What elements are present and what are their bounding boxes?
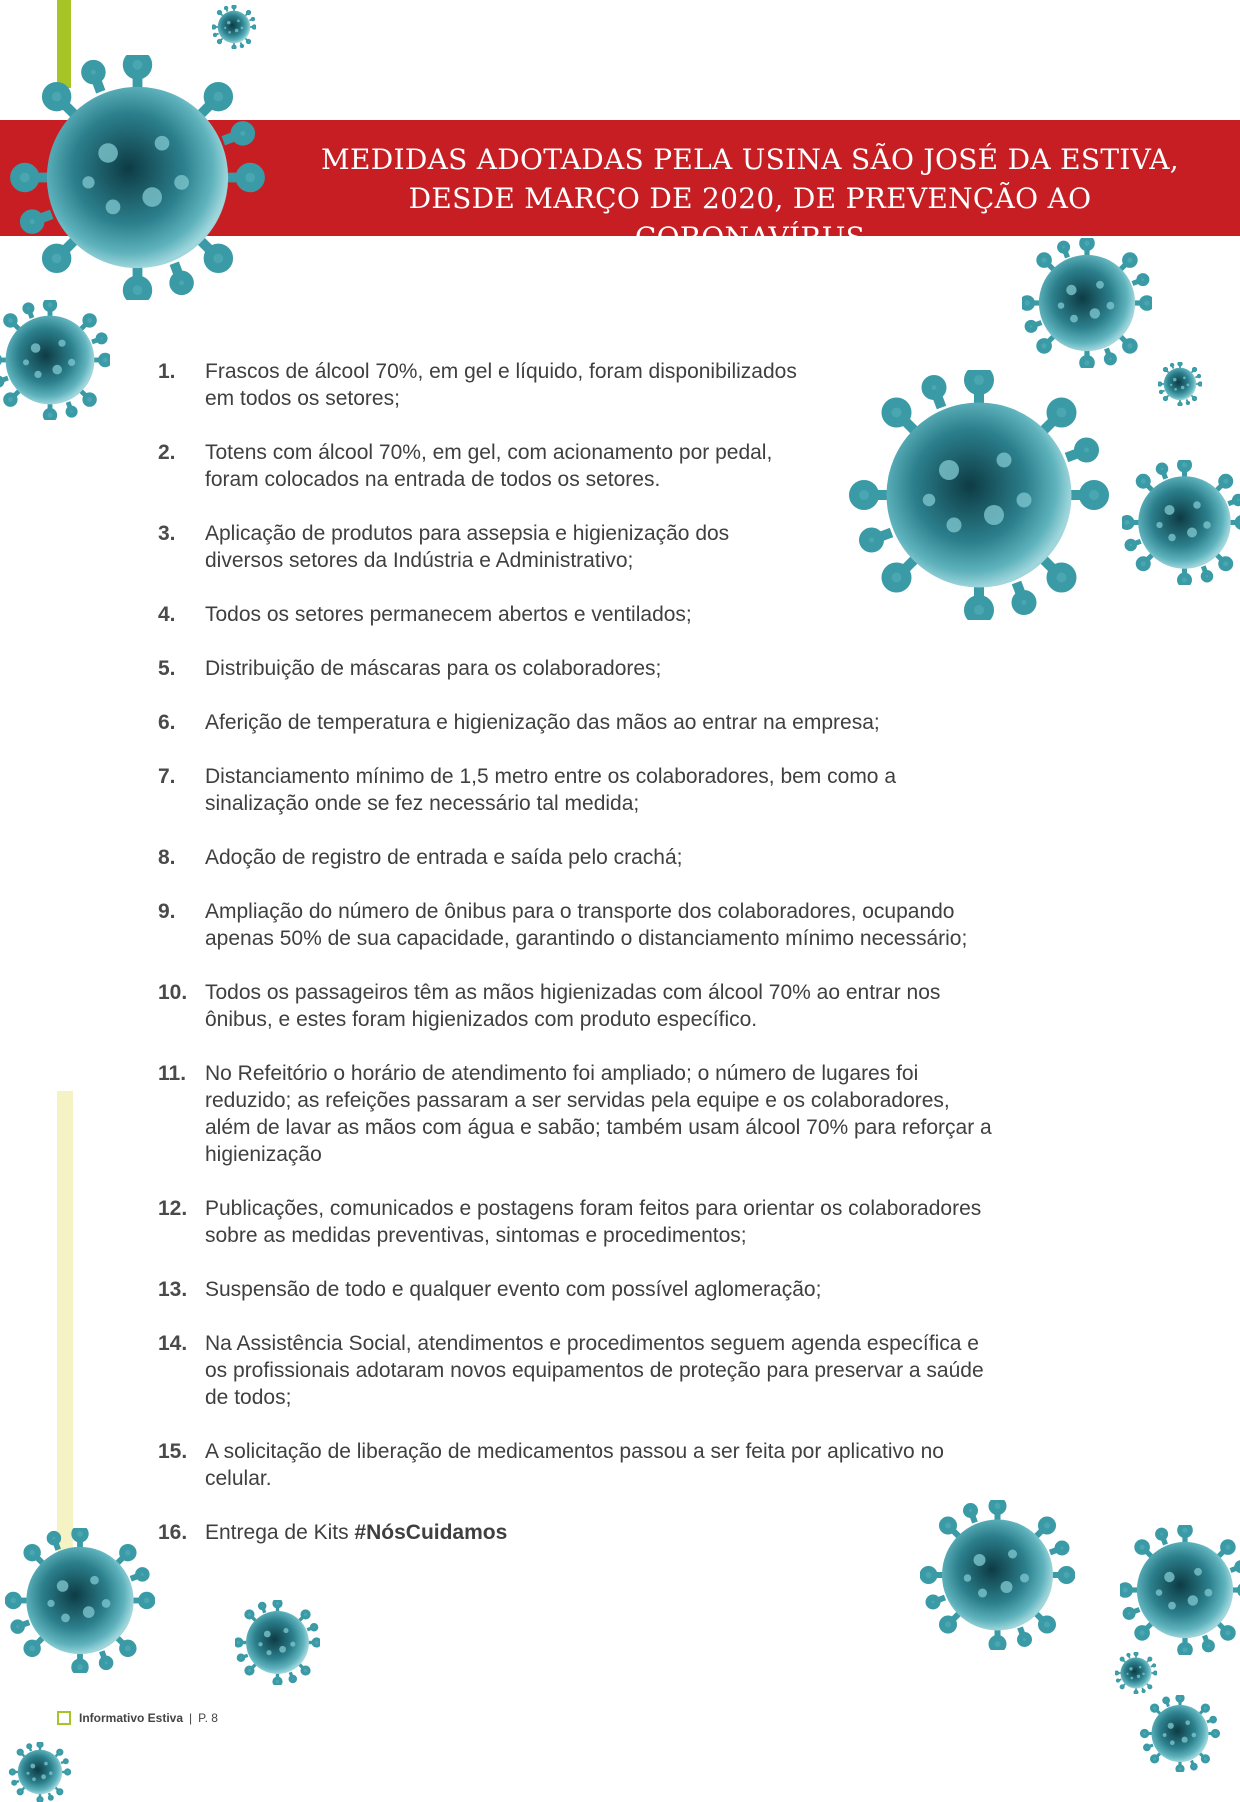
item-text: A solicitação de liberação de medicamentos passou a ser feita por aplicativo no (205, 1440, 944, 1463)
item-text: No Refeitório o horário de atendimento foi ampliado; o número de lugares foi (205, 1062, 919, 1085)
title-line-1: MEDIDAS ADOTADAS PELA USINA SÃO JOSÉ DA ESTIVA, (321, 143, 1179, 176)
list-item (158, 763, 1078, 817)
list-item (158, 1195, 1078, 1249)
item-number: 2. (158, 441, 176, 464)
item-text: diversos setores da Indústria e Administrativo; (205, 549, 634, 572)
list-item (158, 1330, 1078, 1411)
list-item (158, 1519, 1078, 1546)
item-text: sinalização onde se fez necessário tal medida; (205, 792, 640, 815)
item-text: Aplicação de produtos para assepsia e higienização dos (205, 522, 730, 545)
list-item (158, 844, 1078, 871)
item-number: 1. (158, 360, 176, 383)
item-text: Totens com álcool 70%, em gel, com acionamento por pedal, (205, 441, 773, 464)
item-number: 4. (158, 603, 176, 626)
coronavirus-icon (1122, 460, 1240, 585)
list-item (158, 1276, 1078, 1303)
item-text: além de lavar as mãos com água e sabão; também usam álcool 70% para reforçar a (205, 1116, 992, 1139)
item-number: 11. (158, 1062, 187, 1085)
item-number: 8. (158, 846, 176, 869)
coronavirus-icon (5, 1742, 75, 1802)
item-text: Distribuição de máscaras para os colaboradores; (205, 657, 662, 680)
list-item (158, 1060, 1078, 1168)
item-text: reduzido; as refeições passaram a ser servidas pela equipe e os colaboradores, (205, 1089, 950, 1112)
coronavirus-icon (212, 5, 256, 49)
item-text (205, 1519, 1078, 1546)
list-item (158, 358, 1078, 412)
list-item (158, 898, 1078, 952)
list-item (158, 1438, 1078, 1492)
item-text: ônibus, e estes foram higienizados com produto específico. (205, 1008, 758, 1031)
list-item (158, 439, 1078, 493)
page-number: P. 8 (198, 1711, 218, 1725)
item-text: sobre as medidas preventivas, sintomas e procedimentos; (205, 1224, 747, 1247)
item-number: 16. (158, 1521, 188, 1544)
item-text: apenas 50% de sua capacidade, garantindo o distanciamento mínimo necessário; (205, 927, 968, 950)
item-text-regular: Entrega de Kits (205, 1521, 355, 1544)
item-text: celular. (205, 1467, 272, 1490)
title-line-2: DESDE MARÇO DE 2020, DE PREVENÇÃO AO CORONAVÍRUS (408, 182, 1092, 254)
item-number: 10. (158, 981, 188, 1004)
accent-bar-yellow (57, 1091, 73, 1561)
item-text: de todos; (205, 1386, 292, 1409)
coronavirus-icon (5, 55, 270, 300)
coronavirus-icon (0, 300, 110, 420)
list-item (158, 709, 1078, 736)
item-number: 14. (158, 1332, 188, 1355)
item-number: 5. (158, 657, 176, 680)
item-number: 9. (158, 900, 176, 923)
item-number: 15. (158, 1440, 188, 1463)
item-text: Publicações, comunicados e postagens foram feitos para orientar os colaboradores (205, 1197, 982, 1220)
measures-list (158, 358, 1078, 1573)
item-text: Distanciamento mínimo de 1,5 metro entre os colaboradores, bem como a (205, 765, 897, 788)
item-text: Adoção de registro de entrada e saída pelo crachá; (205, 846, 683, 869)
coronavirus-icon (235, 1600, 320, 1685)
item-number: 6. (158, 711, 176, 734)
item-text: os profissionais adotaram novos equipamentos de proteção para preservar a saúde (205, 1359, 984, 1382)
item-number: 12. (158, 1197, 188, 1220)
hashtag: #NósCuidamos (354, 1521, 508, 1544)
item-text: Suspensão de todo e qualquer evento com possível aglomeração; (205, 1278, 822, 1301)
coronavirus-icon (1140, 1695, 1220, 1772)
list-item (158, 979, 1078, 1033)
item-number: 13. (158, 1278, 188, 1301)
item-text: foram colocados na entrada de todos os setores. (205, 468, 661, 491)
list-item (158, 520, 1078, 574)
item-text: Ampliação do número de ônibus para o transporte dos colaboradores, ocupando (205, 900, 955, 923)
item-number: 3. (158, 522, 176, 545)
page-title (300, 140, 1200, 257)
publication-name: Informativo Estiva (79, 1711, 184, 1725)
item-text: Na Assistência Social, atendimentos e procedimentos seguem agenda específica e (205, 1332, 979, 1355)
item-text: em todos os setores; (205, 387, 400, 410)
coronavirus-icon (5, 1528, 155, 1673)
item-number: 7. (158, 765, 176, 788)
item-text: higienização (205, 1143, 322, 1166)
square-icon (57, 1711, 71, 1725)
item-text: Todos os passageiros têm as mãos higienizadas com álcool 70% ao entrar nos (205, 981, 941, 1004)
coronavirus-icon (1158, 362, 1202, 406)
item-text: Todos os setores permanecem abertos e ventilados; (205, 603, 692, 626)
item-text: Aferição de temperatura e higienização das mãos ao entrar na empresa; (205, 711, 880, 734)
coronavirus-icon (1120, 1525, 1240, 1655)
coronavirus-icon (1115, 1652, 1157, 1694)
item-text: Frascos de álcool 70%, em gel e líquido, foram disponibilizados (205, 360, 797, 383)
list-item (158, 655, 1078, 682)
coronavirus-icon (1022, 238, 1152, 368)
page-footer (57, 1711, 218, 1725)
footer-separator: | (189, 1711, 193, 1725)
list-item (158, 601, 1078, 628)
